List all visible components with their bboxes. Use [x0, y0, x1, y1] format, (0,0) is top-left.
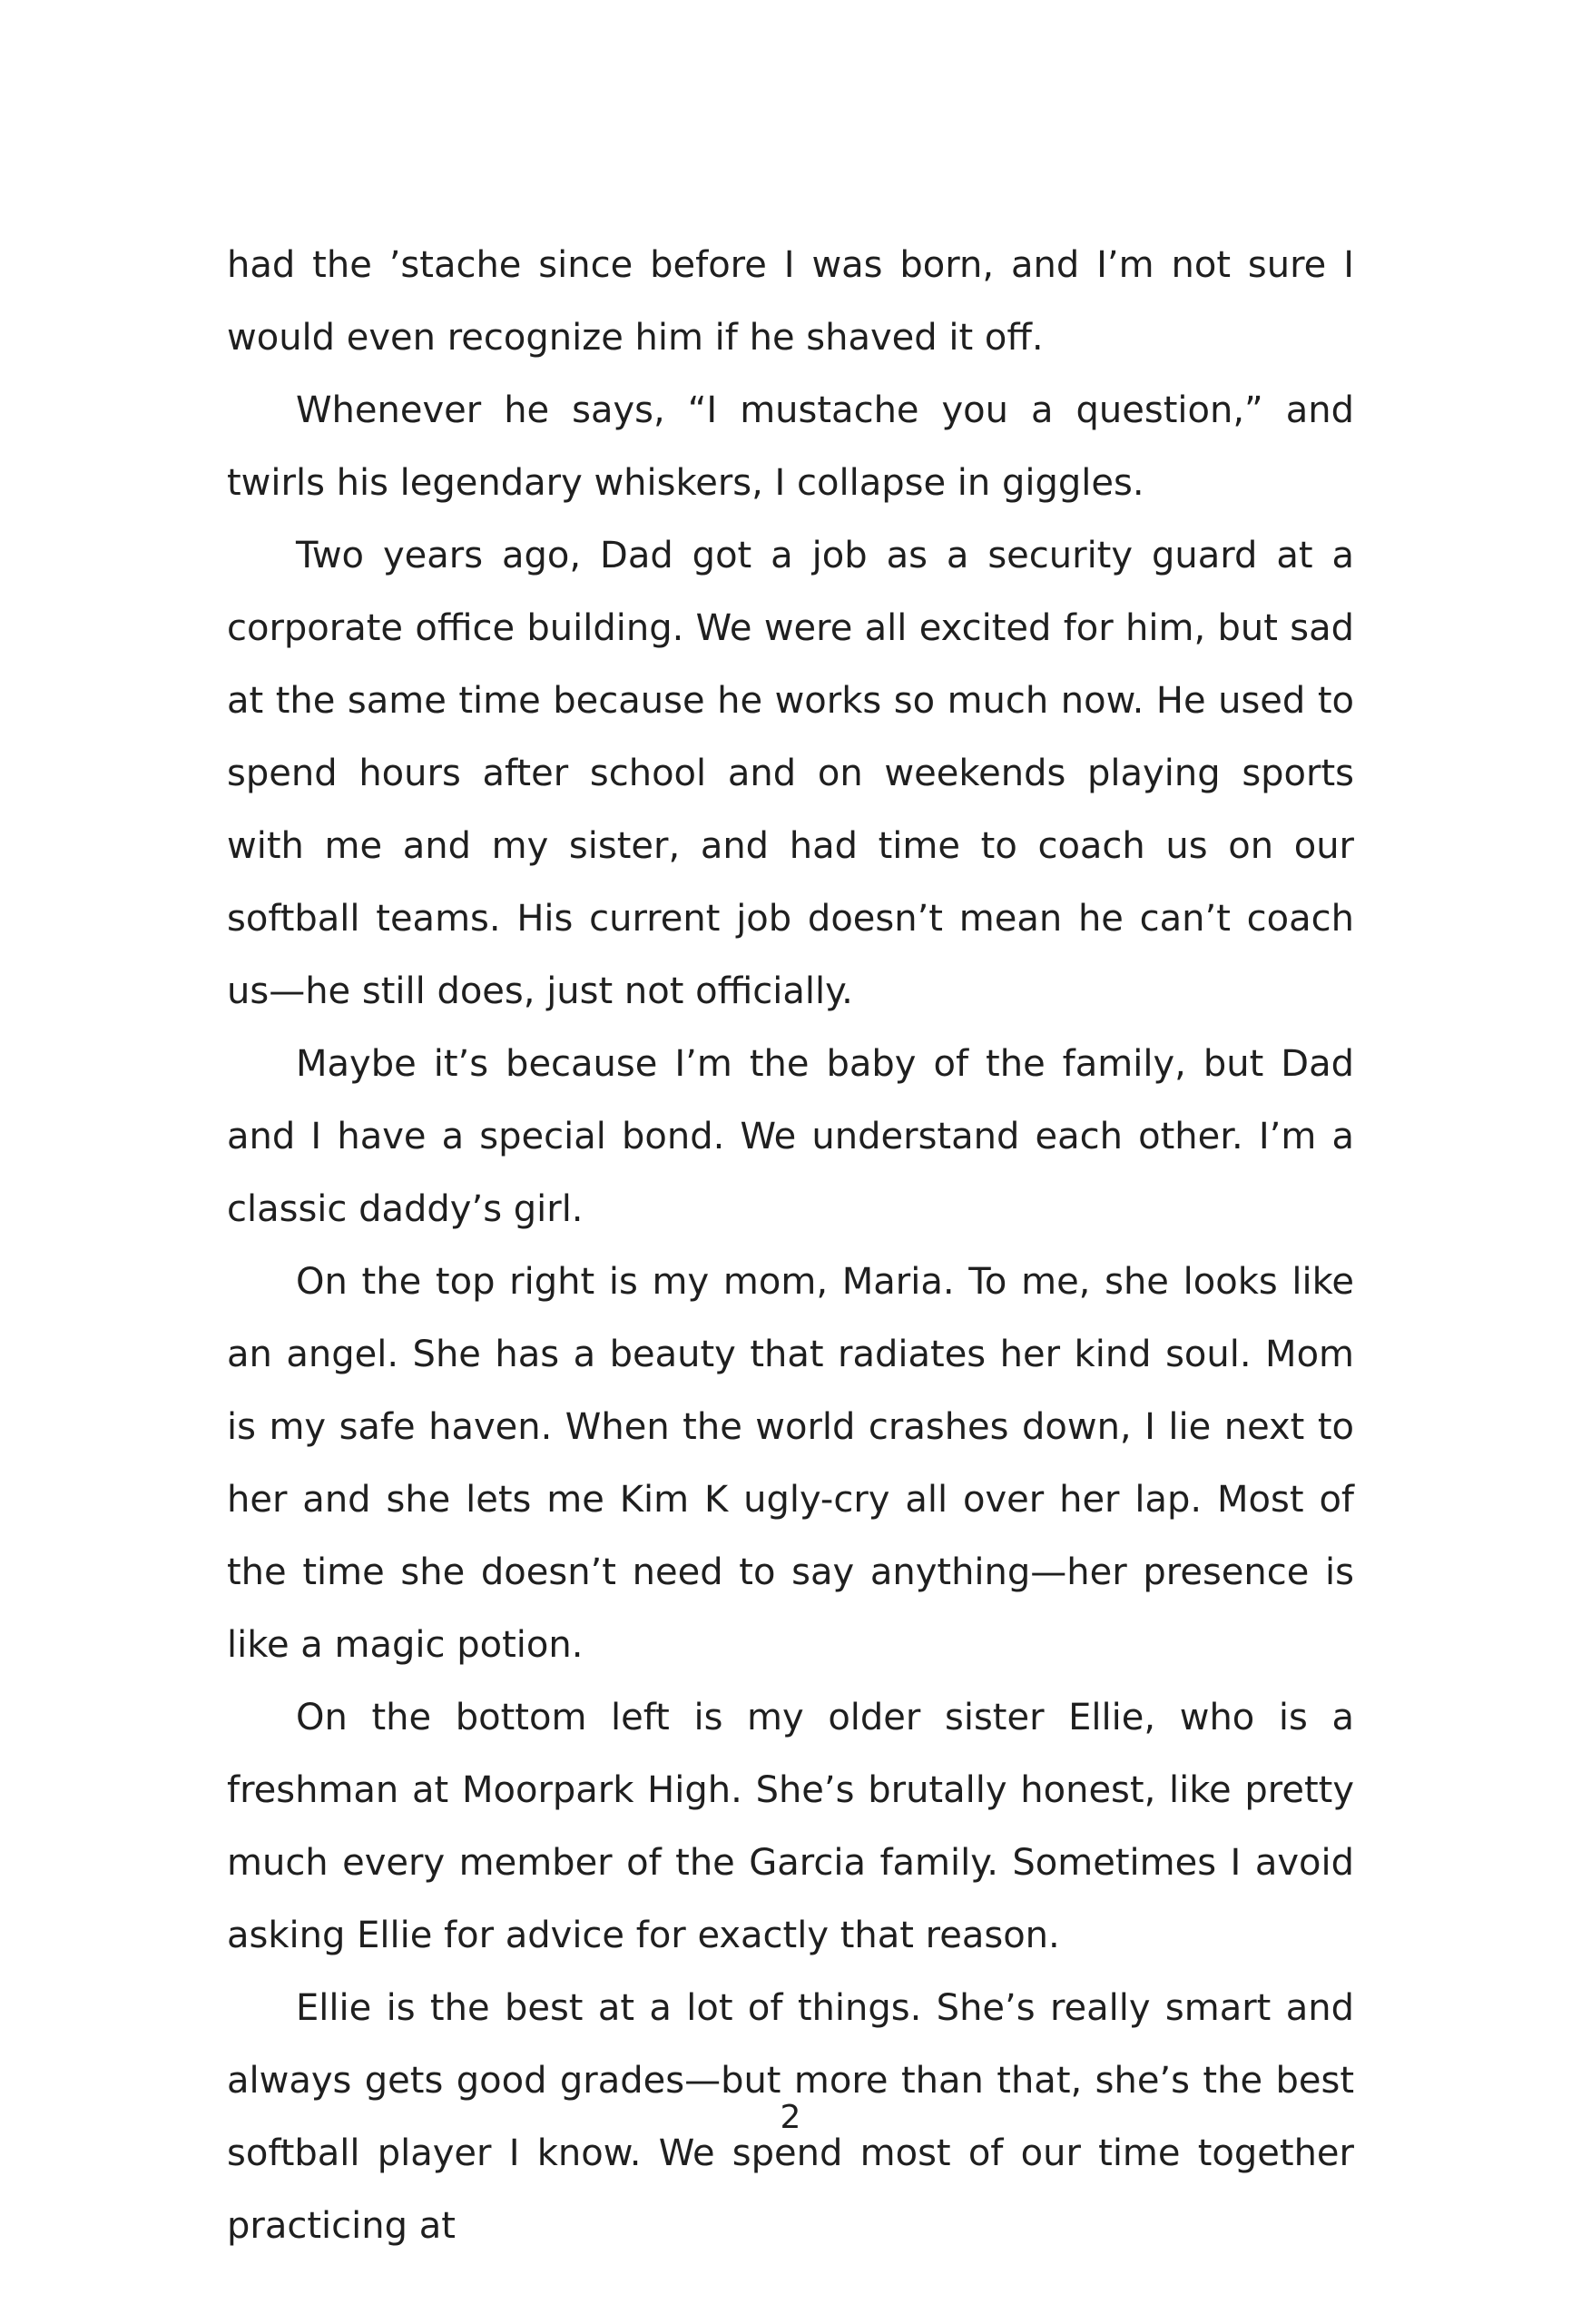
body-text — [227, 229, 1354, 2262]
paragraph-mom: On the top right is my mom, Maria. To me, she looks like an angel. She has a beauty that radiates her kind soul. Mom is my safe haven. When the world crashes down, I lie next to her and she lets me Kim K ugly-cry all over her lap. Most of the time she doesn’t need to say anything—her presence is like a magic potion. — [227, 1261, 1354, 1666]
paragraph-dad-job: Two years ago, Dad got a job as a security guard at a corporate office building. We were all excited for him, but sad at the same time because he works so much now. He used to spend hours after school and on weekends playing sports with me and my sister, and had time to coach us on our softball teams. His current job doesn’t mean he can’t coach us—he still does, just not officially. — [227, 535, 1354, 1012]
paragraph-mustache: Whenever he says, “I mustache you a question,” and twirls his legendary whiskers, I collapse in giggles. — [227, 389, 1354, 504]
paragraph-ellie-best: Ellie is the best at a lot of things. She’s really smart and always gets good grades—but more than that, she’s the best softball player I know. We spend most of our time together practicing at — [227, 1987, 1354, 2247]
paragraph-continuation: had the ’stache since before I was born, and I’m not sure I would even recognize him if he shaved it off. — [227, 244, 1354, 359]
paragraph-ellie-intro: On the bottom left is my older sister Ellie, who is a freshman at Moorpark High. She’s brutally honest, like pretty much every member of the Garcia family. Sometimes I avoid asking Ellie for advice for exactly that reason. — [227, 1697, 1354, 1956]
page-number: 2 — [780, 2099, 801, 2136]
paragraph-special-bond: Maybe it’s because I’m the baby of the family, but Dad and I have a special bond. We understand each other. I’m a classic daddy’s girl. — [227, 1043, 1354, 1230]
